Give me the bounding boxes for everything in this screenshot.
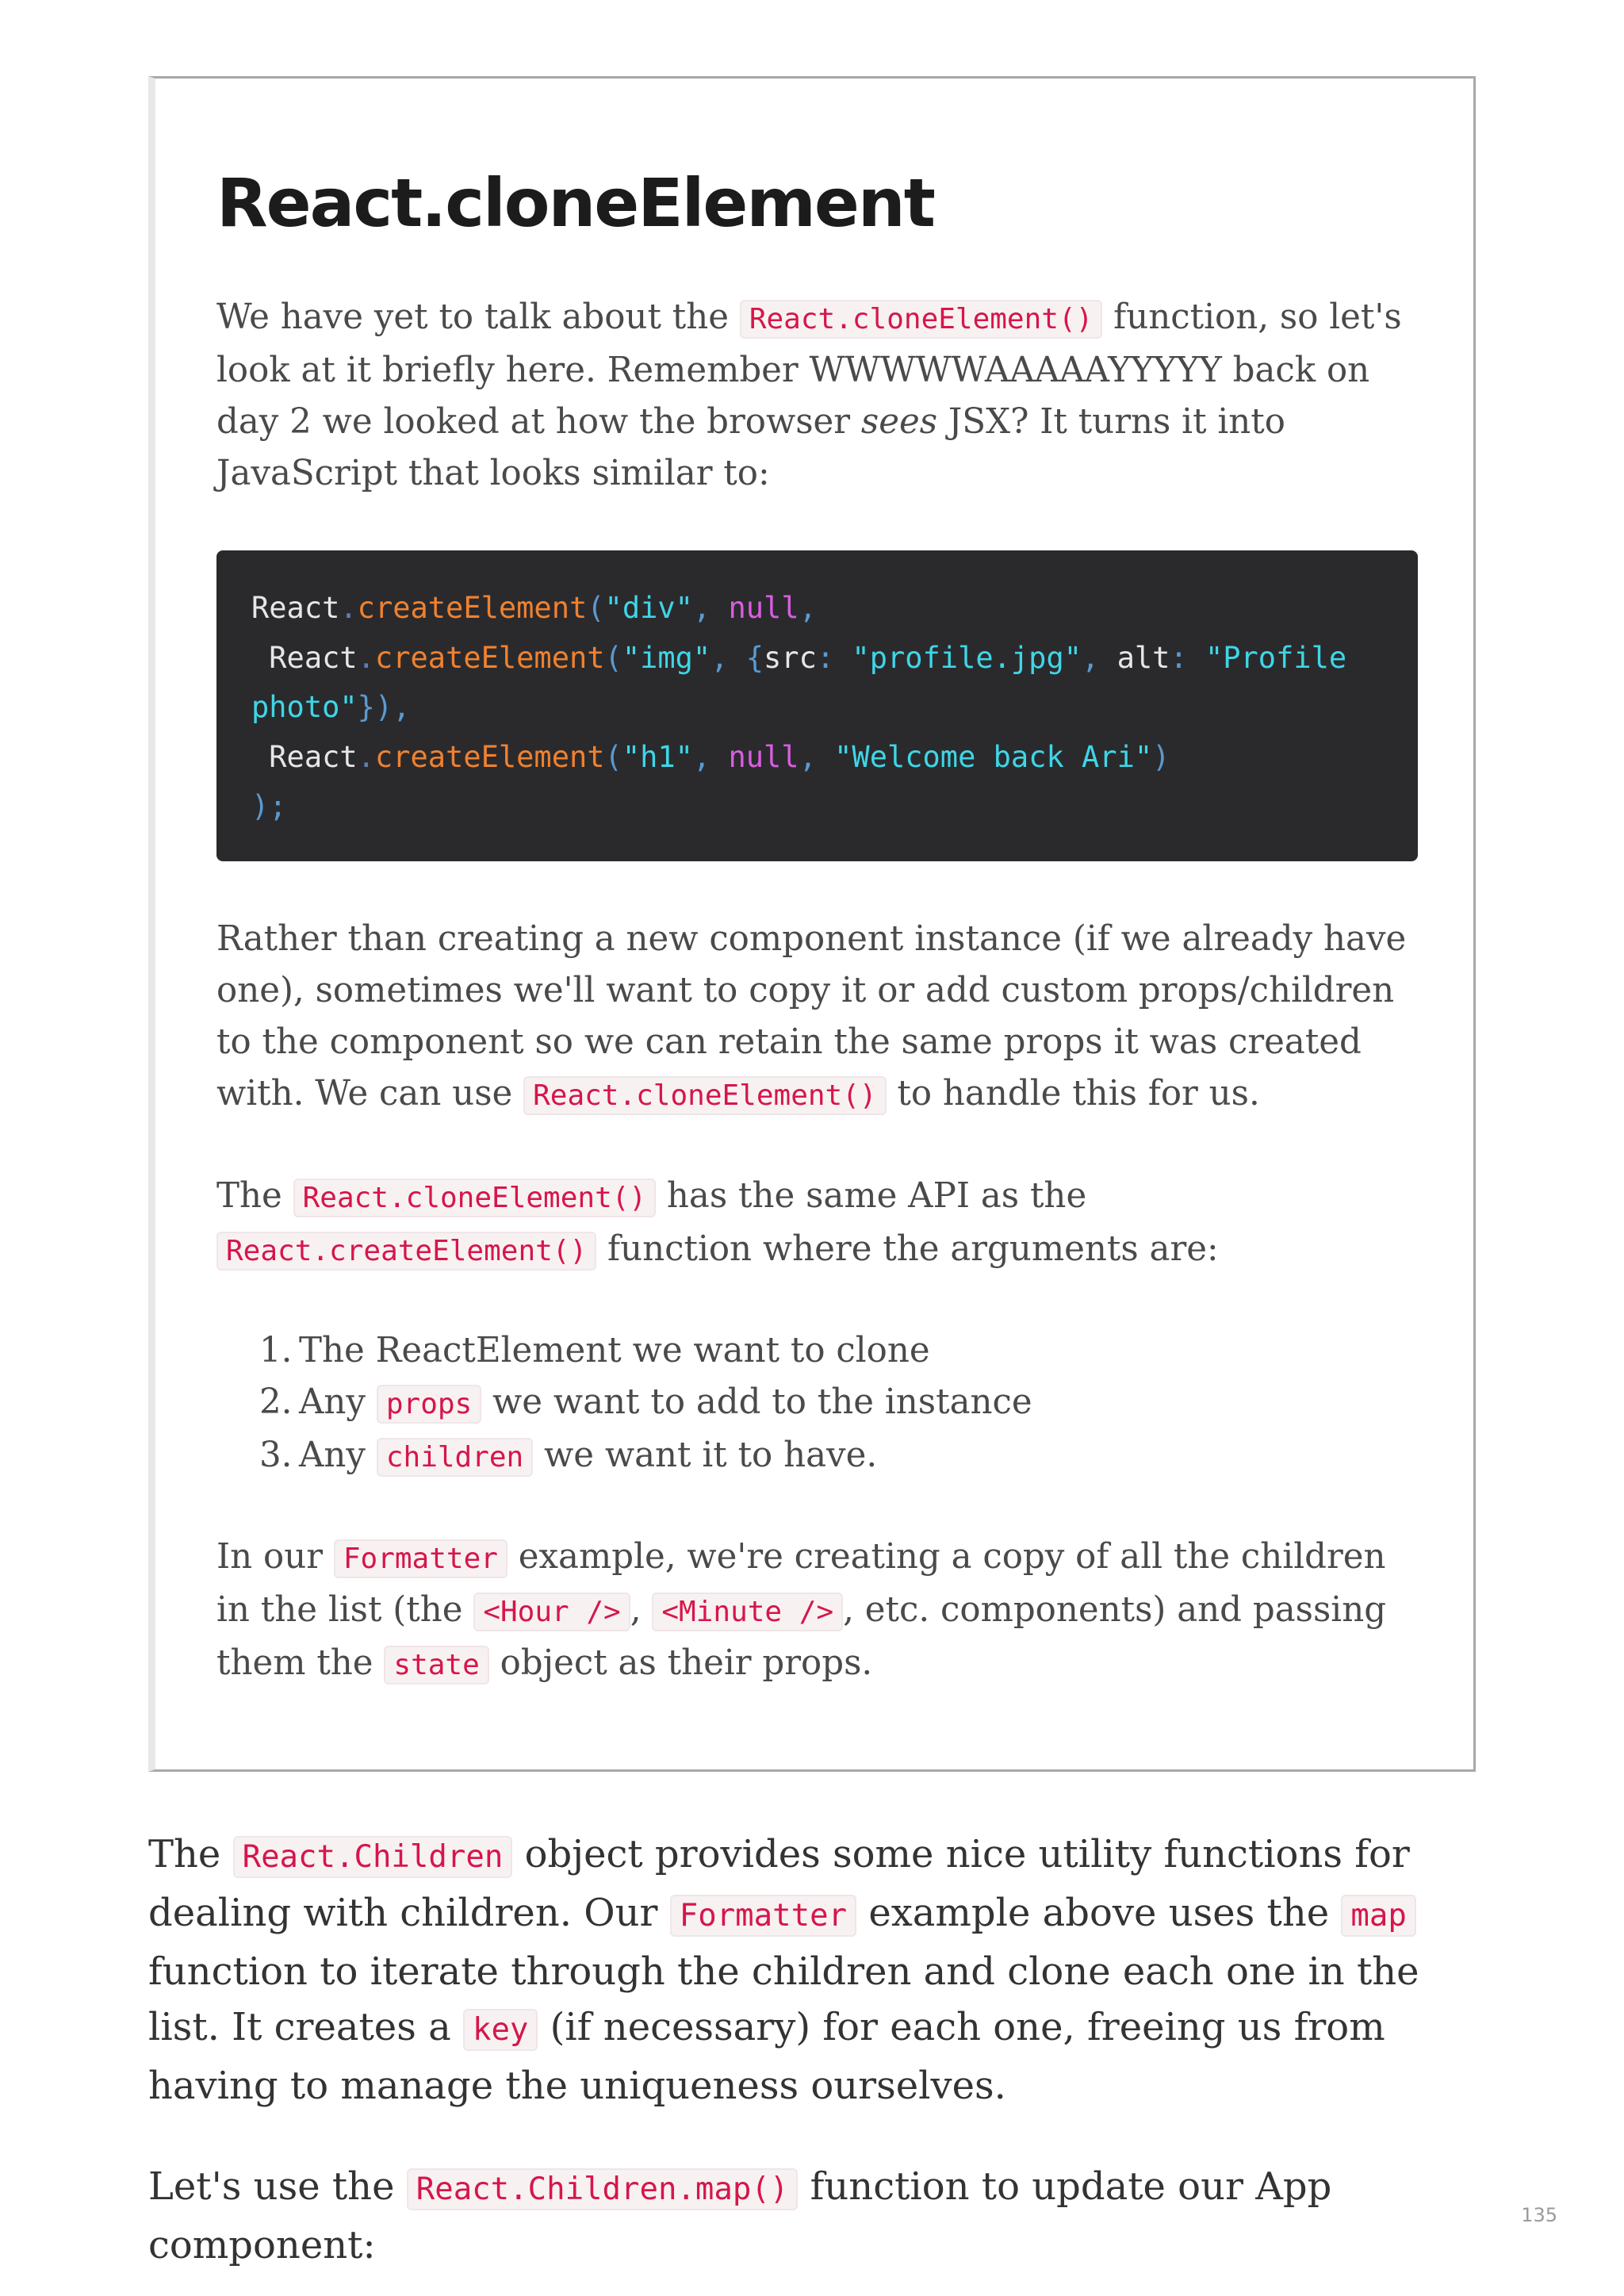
code-line: photo"}), bbox=[251, 690, 411, 724]
inline-code: React.createElement() bbox=[216, 1232, 596, 1271]
inline-code: React.Children bbox=[233, 1836, 513, 1878]
paragraph-children-map: Let's use the React.Children.map() function to update our App component: bbox=[148, 2164, 1332, 2267]
inline-code: state bbox=[384, 1646, 488, 1685]
code-line: ); bbox=[251, 789, 287, 823]
inline-code: React.cloneElement() bbox=[293, 1179, 656, 1217]
intro-paragraph: We have yet to talk about the React.cloneElement() function, so let's look at it briefly here. Remember WWWWWAAAAAYYYYY back on day 2 we looked at how the browser sees JSX? It turns it into JavaScript that looks similar to: bbox=[216, 297, 1402, 493]
section-title: React.cloneElement bbox=[216, 164, 934, 242]
inline-code: <Hour /> bbox=[473, 1593, 630, 1631]
inline-code: map bbox=[1341, 1895, 1415, 1937]
emphasis-text: sees bbox=[860, 402, 938, 442]
argument-list bbox=[216, 1325, 1032, 1483]
code-line: React.createElement("div", null, bbox=[251, 591, 817, 625]
inline-code: Formatter bbox=[670, 1895, 856, 1937]
list-item: 2. Any props we want to add to the instance bbox=[259, 1382, 1032, 1422]
paragraph-clone-purpose: Rather than creating a new component instance (if we already have one), sometimes we'll want to copy it or add custom props/children to the component so we can retain the same props it was created with. We can use React.cloneElement() to handle this for us. bbox=[216, 919, 1407, 1114]
paragraph-api: The React.cloneElement() has the same API as the React.createElement() function where the arguments are: bbox=[216, 1176, 1219, 1269]
inline-code: props bbox=[377, 1385, 481, 1424]
inline-code: React.cloneElement() bbox=[523, 1076, 886, 1115]
list-item: 1. The ReactElement we want to clone bbox=[259, 1331, 930, 1370]
page-number: 135 bbox=[1521, 2204, 1557, 2226]
paragraph-react-children: The React.Children object provides some nice utility functions for dealing with children. Our Formatter example above uses the map function to iterate through the children and clone each one in the list. It creates a key (if necessary) for each one, freeing us from having to manage the uniqueness ourselves. bbox=[148, 1832, 1419, 2108]
inline-code: React.Children.map() bbox=[407, 2168, 799, 2210]
inline-code: React.cloneElement() bbox=[740, 300, 1102, 339]
inline-code: children bbox=[377, 1438, 533, 1477]
inline-code: key bbox=[463, 2009, 538, 2051]
inline-code: Formatter bbox=[334, 1539, 508, 1578]
list-item: 3. Any children we want it to have. bbox=[259, 1435, 878, 1475]
inline-code: <Minute /> bbox=[652, 1593, 843, 1631]
code-block bbox=[216, 550, 1418, 861]
code-line: React.createElement("img", {src: "profile.jpg", alt: "Profile bbox=[251, 640, 1347, 675]
paragraph-formatter: In our Formatter example, we're creating a copy of all the children in the list (the <Hour /> , <Minute /> , etc. components) and passing them the state object as their props. bbox=[216, 1537, 1387, 1683]
code-line: React.createElement("h1", null, "Welcome back Ari") bbox=[251, 739, 1170, 774]
